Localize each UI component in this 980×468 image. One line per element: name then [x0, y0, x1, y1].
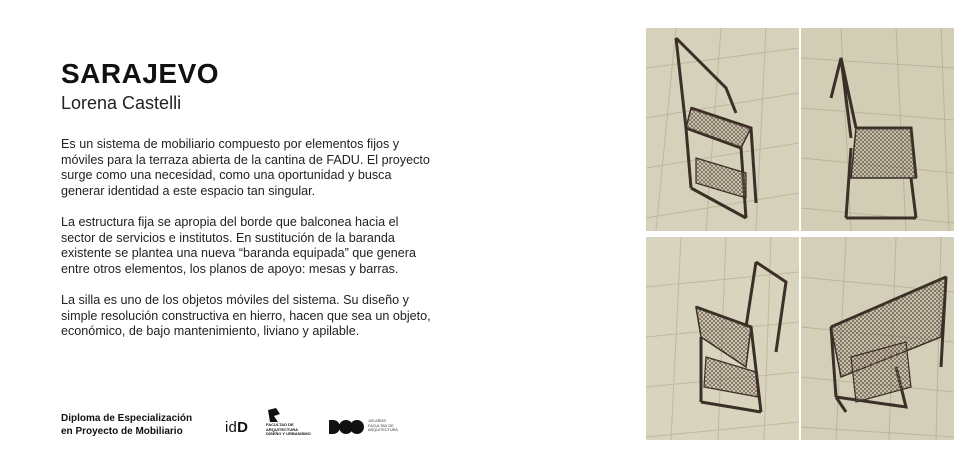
- diploma-line-2: en Proyecto de Mobiliario: [61, 426, 183, 437]
- metal-chair-photo-icon: [801, 237, 954, 440]
- idd-logo-light: id: [225, 419, 238, 436]
- chair-photo-front-right: [801, 28, 954, 231]
- author-name: Lorena Castelli: [61, 93, 182, 113]
- chair-photo-front-left: [646, 28, 799, 231]
- metal-chair-photo-icon: [646, 237, 799, 440]
- paragraph-1: Es un sistema de mobiliario compuesto por elementos fijos y móviles para la terraza abierta de la cantina de FADU. El proyecto surge como una necesidad, como una oportunidad y busca generar identidad a este espacio tan singular.: [61, 137, 430, 198]
- paragraph-2: La estructura fija se apropia del borde que balconea hacia el sector de servicios e institutos. En sustitución de la baranda existente se plantea una nueva “baranda equipada” que genera entre otros elementos, los planos de apoyo: mesas y barras.: [61, 215, 416, 276]
- paragraph-3: La silla es uno de los objetos móviles del sistema. Su diseño y simple resolución constructiva en hierro, hacen que sea un objeto, económico, de bajo mantenimiento, liviano y apilable.: [61, 293, 431, 338]
- centenary-logo-text: 100 AÑOS FACULTAD DE ARQUITECTURA: [368, 419, 398, 432]
- chair-photo-three-quarter: [646, 237, 799, 440]
- centenary-logo-icon: [328, 419, 364, 435]
- diploma-title: [61, 412, 192, 438]
- fadu-logo-text: FACULTAD DE ARQUITECTURA DISEÑO Y URBANISMO: [266, 422, 311, 436]
- chair-photo-tilted: [801, 237, 954, 440]
- idd-logo: [225, 419, 248, 436]
- page-title: SARAJEVO: [61, 58, 220, 89]
- description: [61, 137, 433, 356]
- idd-logo-bold: D: [237, 419, 249, 436]
- metal-chair-photo-icon: [646, 28, 799, 231]
- metal-chair-photo-icon: [801, 28, 954, 231]
- diploma-line-1: Diploma de Especialización: [61, 413, 193, 424]
